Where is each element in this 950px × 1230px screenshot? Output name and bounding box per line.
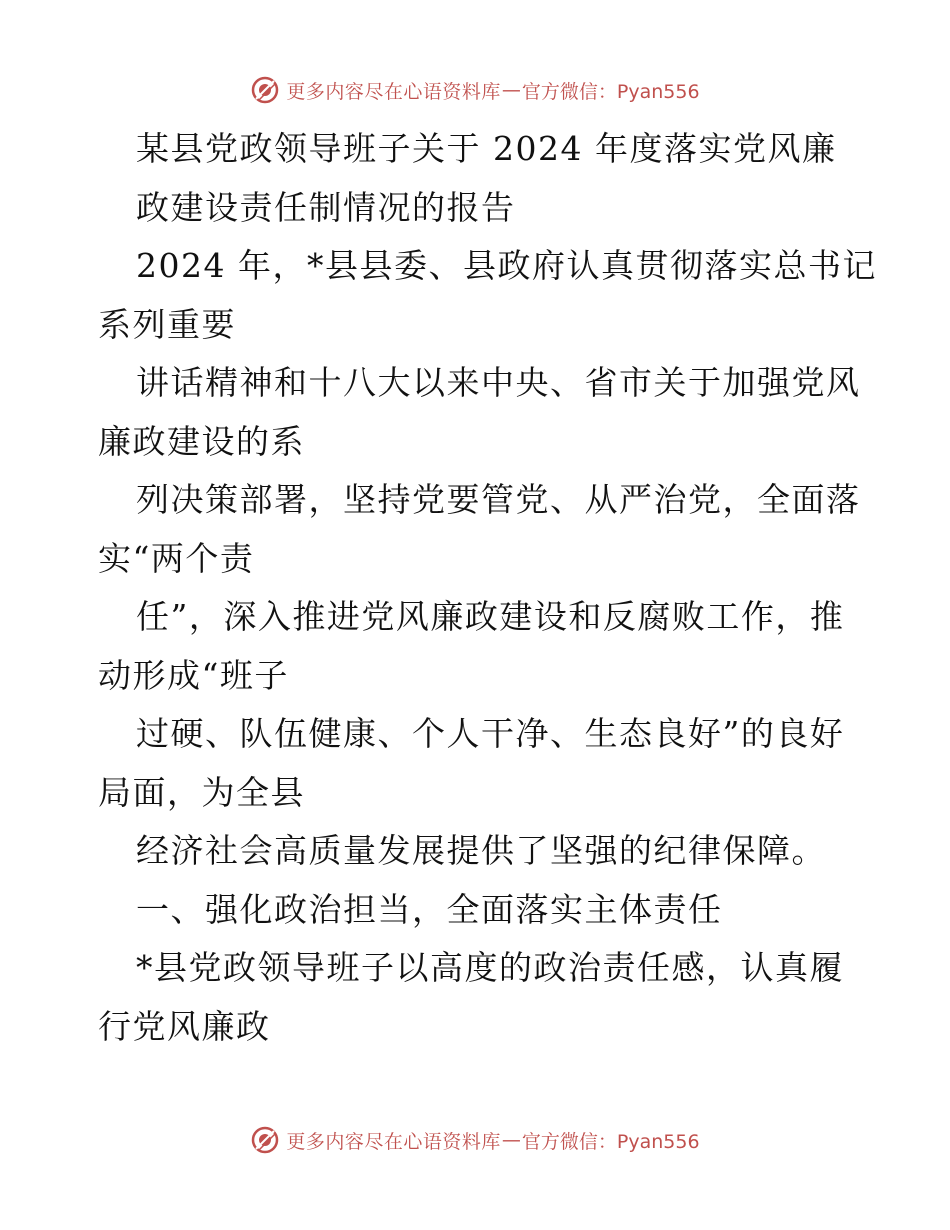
- text-line: 行党风廉政: [98, 1006, 271, 1046]
- footer-watermark: [0, 1120, 950, 1160]
- text-line: 经济社会高质量发展提供了坚强的纪律保障。: [136, 831, 826, 870]
- text-line: 过硬、队伍健康、个人干净、生态良好”的良好: [136, 714, 845, 753]
- document-body: [98, 120, 877, 1056]
- text-line: 实“两个责: [98, 538, 255, 578]
- pen-seal-icon: [250, 1125, 280, 1155]
- watermark-separator: —: [501, 1129, 521, 1151]
- watermark-separator: —: [501, 79, 521, 101]
- text-line: 列决策部署，坚持党要管党、从严治党，全面落: [136, 480, 861, 519]
- header-watermark: [0, 70, 950, 110]
- watermark-text: 更多内容尽在心语资料库: [286, 1130, 501, 1153]
- text-line: 2024 年，*县县委、县政府认真贯彻落实总书记: [136, 246, 877, 285]
- text-line: 某县党政领导班子关于 2024 年度落实党风廉: [136, 129, 837, 168]
- text-line: 讲话精神和十八大以来中央、省市关于加强党风: [136, 363, 861, 402]
- text-line: *县党政领导班子以高度的政治责任感，认真履: [136, 948, 844, 987]
- text-line: 局面，为全县: [98, 772, 305, 812]
- pen-seal-icon: [250, 75, 280, 105]
- text-line: 任”，深入推进党风廉政建设和反腐败工作，推: [136, 597, 845, 636]
- watermark-contact: 官方微信：Pyan556: [521, 1130, 700, 1153]
- text-line: 廉政建设的系: [98, 421, 305, 461]
- watermark-contact: 官方微信：Pyan556: [521, 80, 700, 103]
- text-line: 系列重要: [98, 304, 236, 344]
- text-line: 政建设责任制情况的报告: [136, 187, 516, 227]
- watermark-text: 更多内容尽在心语资料库: [286, 80, 501, 103]
- section-heading: 一、强化政治担当，全面落实主体责任: [136, 889, 723, 929]
- text-line: 动形成“班子: [98, 655, 289, 695]
